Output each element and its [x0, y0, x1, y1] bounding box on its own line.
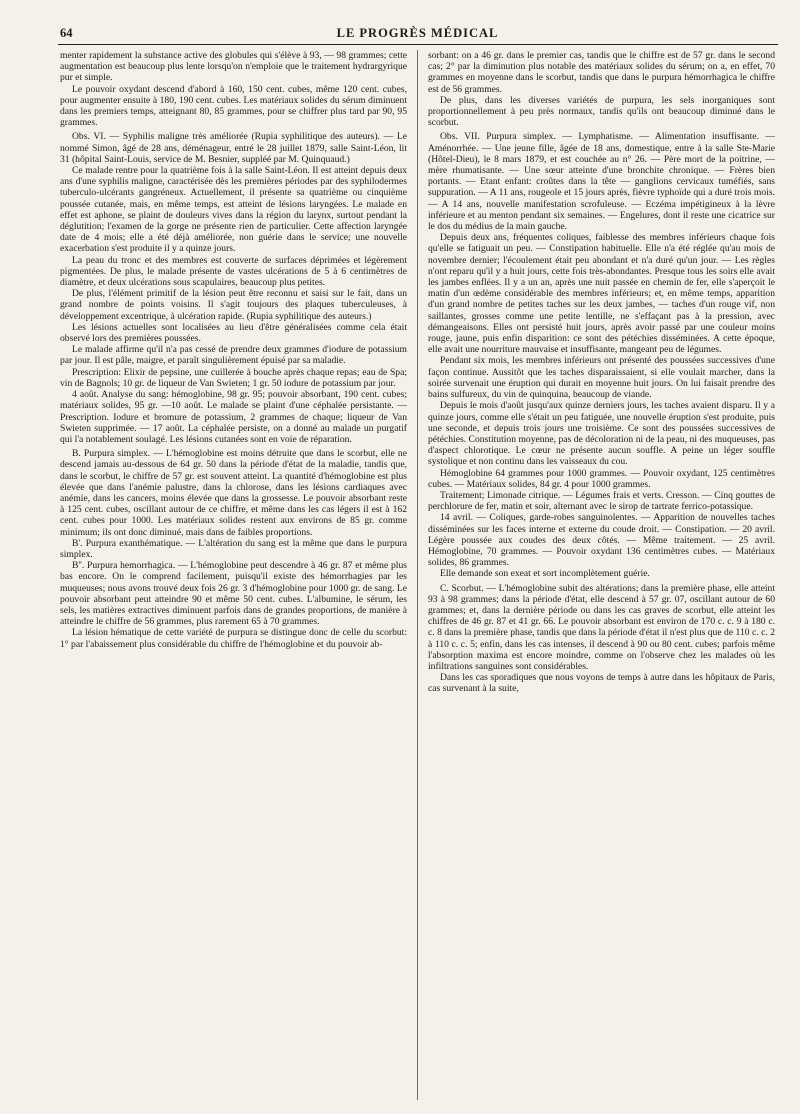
paragraph: 4 août. Analyse du sang: hémoglobine, 98 gr. 95; pouvoir absorbant, 190 cent. cubes; matériaux solides, 95 gr. —10 août. Le malade se plaint d'une céphalée persistante. — Prescription. Iodure et bromure de potassium, 2 grammes de chaque; liqueur de Van Swieten supprimée. — 17 août. La céphalée persiste, on a donné au malade un purgatif qui l'a notablement soulagé. Les lésions cutanées sont en voie de réparation.	[60, 389, 407, 445]
paragraph: Le malade affirme qu'il n'a pas cessé de prendre deux grammes d'iodure de potassium par jour. Il est pâle, maigre, et paraît singulièrement épuisé par sa maladie.	[60, 344, 407, 367]
column-divider	[417, 50, 418, 1100]
journal-title: LE PROGRÈS MÉDICAL	[336, 26, 499, 40]
right-column	[428, 50, 775, 1100]
paragraph: Dans les cas sporadiques que nous voyons de temps à autre dans les hôpitaux de Paris, cas survenant à la suite,	[428, 672, 775, 695]
page-header	[60, 26, 775, 46]
paragraph: Les lésions actuelles sont localisées au lieu d'être généralisées comme cela était observé lors des premières poussées.	[60, 321, 407, 345]
paragraph: 14 avril. — Coliques, garde-robes sanguinolentes. — Apparition de nouvelles taches disséminées sur les faces interne et externe du coude droit. — Constipation. — 20 avril. Légère poussée aux coudes des deux côtés. — Même traitement. — 25 avril. Hémoglobine, 70 grammes. — Pouvoir oxydant 136 centimètres cubes. — Matériaux solides, 86 grammes.	[428, 512, 775, 569]
left-column	[60, 50, 407, 1100]
paragraph: Obs. VI. — Syphilis maligne très améliorée (Rupia syphilitique des auteurs). — Le nommé Simon, âgé de 28 ans, déménageur, entré le 28 juillet 1879, salle Saint-Léon, lit 31 (hôpital Saint-Louis, service de M. Besnier, suppléé par M. Quinquaud.)	[60, 131, 407, 165]
page-number: 64	[60, 26, 73, 40]
paragraph: De plus, dans les diverses variétés de purpura, les sels inorganiques sont proportionnellement à peu près normaux, tandis qu'ils ont beaucoup diminué dans le scorbut.	[428, 94, 775, 129]
paragraph: B'. Purpura exanthématique. — L'altération du sang est la même que dans le purpura simplex.	[60, 537, 407, 560]
paragraph: La peau du tronc et des membres est couverte de surfaces déprimées et légèrement pigmentées. De plus, le malade présente de vastes ulcérations de 5 à 6 centimètres de diamètre, et deux ulcérations sous scapulaires, beaucoup plus petites.	[60, 254, 407, 289]
paragraph: La lésion hématique de cette variété de purpura se distingue donc de celle du scorbut: 1° par l'abaissement plus considérable du chiffre de l'hémoglobine et du pouvoir ab-	[60, 627, 407, 650]
header-rule	[58, 44, 778, 45]
paragraph: Le pouvoir oxydant descend d'abord à 160, 150 cent. cubes, même 120 cent. cubes, pour augmenter ensuite à 180, 190 cent. cubes. Les matériaux solides du sérum diminuent dans les premiers temps, atteignant 80, 85 grammes, pour se chiffrer plus tard par 90, 95 grammes.	[60, 83, 407, 129]
paragraph: B. Purpura simplex. — L'hémoglobine est moins détruite que dans le scorbut, elle ne descend jamais au-dessous de 64 gr. 50 dans la période d'état de la maladie, tandis que, dans le scorbut, le chiffre de 57 gr. est souvent atteint. La quantité d'hémoglobine est plus élevée que dans l'anémie palustre, dans la chlorose, dans les lésions cardiaques avec anémie, dans les cancers, moins élevée que dans la grossesse. Le pouvoir absorbant reste à 125 cent. cubes, oscillant autour de ce chiffre, et même dans les cas légers il est à 162 cent. cubes pour 1000. Les matériaux solides restent aux environs de 85 gr. comme minimum; ils ont donc diminué, mais dans de faibles proportions.	[60, 448, 407, 538]
paragraph: Prescription: Elixir de pepsine, une cuillerée à bouche après chaque repas; eau de Spa; vin de Bagnols; 10 gr. de liqueur de Van Swieten; 1 gr. 50 iodure de potassium par jour.	[60, 366, 407, 389]
paragraph: sorbant: on a 46 gr. dans le premier cas, tandis que le chiffre est de 57 gr. dans le second cas; 2° par la diminution plus notable des matériaux solides du sérum; on a, en effet, 70 grammes en moyenne dans le scorbut, tandis que dans le purpura hémorrhagica le chiffre est de 56 grammes.	[428, 50, 775, 95]
paragraph: Traitement; Limonade citrique. — Légumes frais et verts. Cresson. — Cinq gouttes de perchlorure de fer, matin et soir, alternant avec le sirop de tartrate ferrico-potassique.	[428, 489, 775, 513]
paragraph: menter rapidement la substance active des globules qui s'élève à 93, — 98 grammes; cette augmentation est beaucoup plus lente lorsqu'on n'emploie que le traitement hydrargyrique pur et simple.	[60, 50, 407, 84]
paragraph: Ce malade rentre pour la quatrième fois à la salle Saint-Léon. Il est atteint depuis deux ans d'une syphilis maligne, caractérisée dès les premières périodes par des syphilodermes tuberculo-ulcérants gangréneux. Actuellement, il présente sa quatrième ou cinquième poussée cutanée, mais, en même temps, est atteint de lésions laryngées. Le malade en effet est aphone, se plaint de douleurs vives dans la région du larynx, surtout pendant la déglutition; l'examen de la gorge ne présente rien de particulier. Cette affection laryngée date de 4 mois; elle a été déjà améliorée, non guérie dans le service; une nouvelle exacerbation s'est produite il y a quinze jours.	[60, 165, 407, 255]
paragraph: Depuis deux ans, fréquentes coliques, faiblesse des membres inférieurs chaque fois qu'elle se fatiguait un peu. — Constipation habituelle. Elle n'a été réglée qu'au mois de novembre dernier; l'écoulement était peu abondant et n'a duré qu'un jour. — Les règles n'ont reparu qu'il y a huit jours, cette fois très-abondantes. Presque tous les soirs elle avait les jambes enflées. Il y a un an, après une nuit passée en chemin de fer, elle s'aperçoit le matin d'un œdème considérable des membres inférieurs; et, en même temps, apparition d'un grand nombre de petites taches sur les deux jambes, — taches d'un rouge vif, non saillantes, grosses comme une petite lentille, ne s'effaçant pas à la pression, avec démangeaisons. Elles ont persisté huit jours, après avoir passé par une couleur moins rouge, jaune, puis enfin disparition: ce sont des pétéchies disséminées. A cette époque, elle avait une nourriture mauvaise et insuffisante, mangeant peu de légumes.	[428, 232, 775, 356]
paragraph: De plus, l'élément primitif de la lésion peut être reconnu et saisi sur le fait, dans un grand nombre de points voisins. Il s'agit toujours des plaques tuberculeuses, à développement excentrique, à ulcération rapide. (Rupia syphilitique des auteurs.)	[60, 288, 407, 322]
paragraph: Elle demande son exeat et sort incomplètement guérie.	[440, 568, 650, 580]
paragraph: B''. Purpura hemorrhagica. — L'hémoglobine peut descendre à 46 gr. 87 et même plus bas encore. On le comprend facilement, puisqu'il existe des hémorrhagies par les muqueuses; nous avons trouvé deux fois 26 gr. 3 d'hémoglobine pour 1000 gr. de sang. Le pouvoir absorbant peut atteindre 90 et même 50 cent. cubes. L'albumine, le sérum, les sels, les matières extractives diminuent parfois dans de grandes proportions, de manière à atteindre le chiffre de 56 grammes, plus rarement 65 à 70 grammes.	[60, 560, 407, 628]
paragraph: C. Scorbut. — L'hémoglobine subit des altérations; dans la première phase, elle atteint 93 à 98 grammes; dans la période d'état, elle descend à 57 gr. 07, oscillant autour de 60 grammes; et, dans la dernière période ou dans les cas graves de scorbut, elle atteint les chiffres de 46 gr. 87 et 41 gr. 66. Le pouvoir absorbant est environ de 170 c. c. 9 à 180 c. c. 8 dans la première phase, tandis que dans la période d'état il n'est plus que de 110 c. c. 2 à 110 c. c. 5; enfin, dans les cas intenses, il descend à 90 ou 80 cent. cubes; parfois même l'absorption maxima est encore moindre, comme on l'observe chez les malades où les infiltrations sanguines sont considérables.	[428, 582, 775, 672]
paragraph: Depuis le mois d'août jusqu'aux quinze derniers jours, les taches avaient disparu. Il y a quinze jours, comme elle s'était un peu fatiguée, une nouvelle éruption s'est produite, puis une seconde, et depuis trois jours une troisième. Ce sont des poussées successives de pétéchies. Constitution moyenne, pas de décoloration ni de la peau, ni des muqueuses, pas d'aspect chlorotique. Le cœur ne présente aucun souffle. A peine un léger souffle systolique et non continu dans les vaisseaux du cou.	[428, 400, 775, 468]
paragraph: Obs. VII. Purpura simplex. — Lymphatisme. — Alimentation insuffisante. — Aménorrhée. — Une jeune fille, âgée de 18 ans, domestique, entre à la salle Ste-Marie (Hôtel-Dieu), le 8 mars 1879, et est couchée au n° 26. — Père mort de la poitrine, — mère rhumatisante. — Une sœur atteinte d'une bronchite chronique. — Frères bien portants. — Etant enfant: croûtes dans la tête — ganglions cervicaux tuméfiés, sans suppuration. — A 11 ans, rougeole et 15 jours après, fièvre typhoïde qui a duré trois mois. — A 14 ans, nouvelle manifestation scrofuleuse. — Eczéma impétigineux à la lèvre inférieure et au menton pendant six semaines. — Engelures, dont il reste une cicatrice sur le dos du médius de la main gauche.	[428, 131, 775, 233]
paragraph: Pendant six mois, les membres inférieurs ont présenté des poussées successives d'une façon continue. Aussitôt que les taches disparaissaient, si elle voulait marcher, dans la soirée survenait une éruption qui durait en moyenne huit jours. On lui faisait prendre des bains sulfureux, du vin de quinquina, beaucoup de viande.	[428, 355, 775, 401]
paragraph: Hémoglobine 64 grammes pour 1000 grammes. — Pouvoir oxydant, 125 centimètres cubes. — Matériaux solides, 84 gr. 4 pour 1000 grammes.	[428, 467, 775, 490]
